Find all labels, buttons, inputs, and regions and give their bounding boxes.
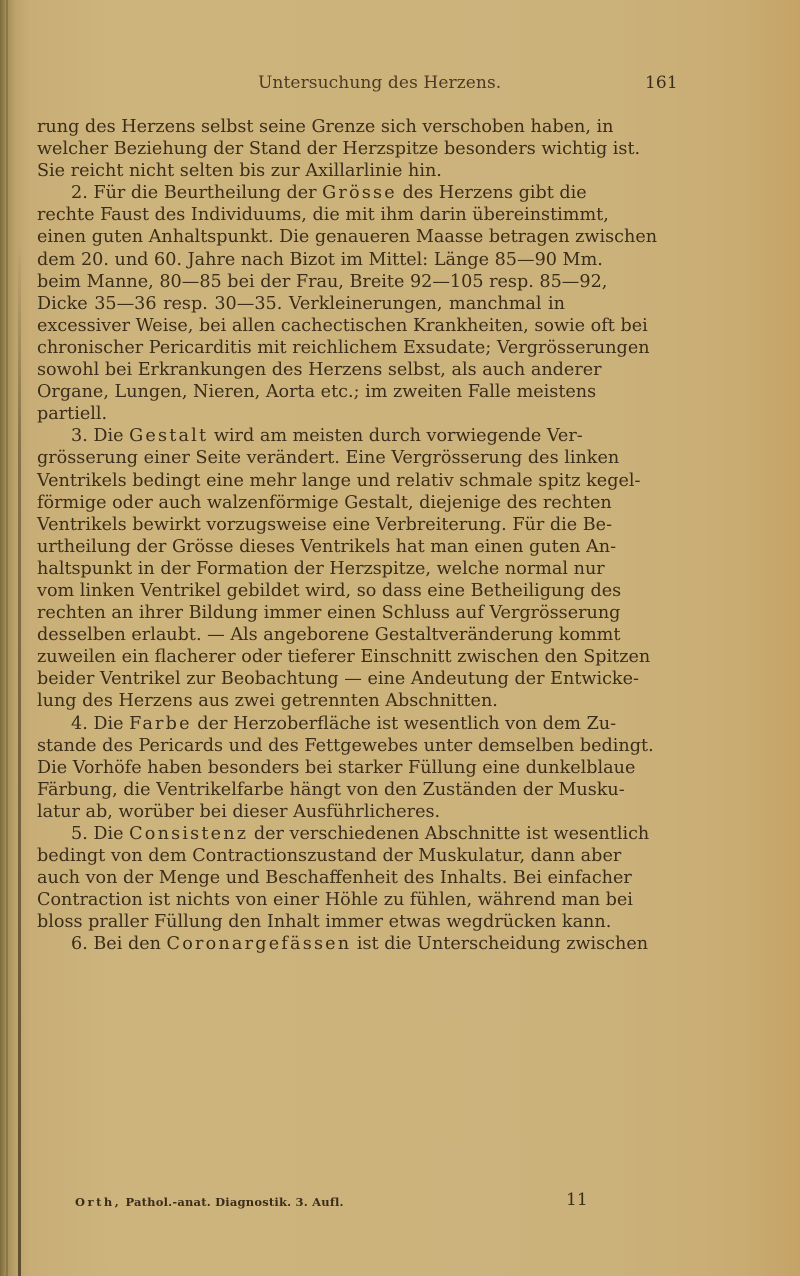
- text-line: latur ab, worüber bei dieser Ausführlicheres.: [37, 801, 441, 822]
- text-line: [37, 713, 617, 735]
- emphasized-term: Grösse: [322, 183, 397, 204]
- text-run: 5. Die: [71, 824, 130, 844]
- signature-mark: 11: [566, 1190, 588, 1210]
- text-line: urtheilung der Grösse dieses Ventrikels hat man einen guten An-: [37, 536, 617, 557]
- text-run: der Herzoberfläche ist wesentlich von dem Zu-: [191, 713, 617, 734]
- text-line: excessiver Weise, bei allen cachectischen Krankheiten, sowie oft bei: [37, 315, 648, 336]
- text-line: Sie reicht nicht selten bis zur Axillarlinie hin.: [37, 161, 442, 182]
- text-line: [37, 182, 587, 204]
- text-line: [37, 425, 583, 447]
- text-line: chronischer Pericarditis mit reichlichem Exsudate; Vergrösserungen: [37, 337, 650, 358]
- text-line: Contraction ist nichts von einer Höhle zu fühlen, während man bei: [37, 890, 633, 911]
- page-gutter-shadow: [6, 0, 8, 1276]
- text-line: [37, 933, 649, 955]
- text-line: grösserung einer Seite verändert. Eine Vergrösserung des linken: [37, 448, 620, 469]
- text-line: stande des Pericards und des Fettgewebes unter demselben bedingt.: [37, 735, 654, 756]
- text-line: Ventrikels bedingt eine mehr lange und relativ schmale spitz kegel-: [37, 470, 641, 491]
- text-line: zuweilen ein flacherer oder tieferer Einschnitt zwischen den Spitzen: [37, 647, 651, 668]
- text-run: 4. Die: [71, 713, 130, 734]
- printer-signature-line: [75, 1195, 344, 1209]
- emphasized-term: Gestalt: [129, 426, 209, 447]
- signature-author: Orth,: [75, 1195, 122, 1209]
- text-run: der verschiedenen Abschnitte ist wesentlich: [248, 824, 650, 844]
- running-head-title: Untersuchung des Herzens.: [258, 73, 502, 93]
- emphasized-term: Farbe: [129, 713, 192, 734]
- emphasized-term: Consistenz: [129, 824, 249, 844]
- text-run: 3. Die: [71, 426, 130, 447]
- text-run: 2. Für die Beurtheilung der: [71, 183, 323, 204]
- text-line: förmige oder auch walzenförmige Gestalt, diejenige des rechten: [37, 492, 612, 513]
- text-line: beider Ventrikel zur Beobachtung — eine Andeutung der Entwicke-: [37, 669, 639, 690]
- text-line: rung des Herzens selbst seine Grenze sich verschoben haben, in: [37, 117, 614, 137]
- text-run: wird am meisten durch vorwiegende Ver-: [208, 426, 583, 447]
- text-line: auch von der Menge und Beschaffenheit des Inhalts. Bei einfacher: [37, 868, 632, 889]
- text-run: 6. Bei den: [71, 934, 167, 955]
- text-line: beim Manne, 80—85 bei der Frau, Breite 92—105 resp. 85—92,: [37, 271, 608, 292]
- text-line: rechte Faust des Individuums, die mit ihm darin übereinstimmt,: [37, 205, 609, 226]
- text-line: haltspunkt in der Formation der Herzspitze, welche normal nur: [37, 558, 605, 579]
- text-line: vom linken Ventrikel gebildet wird, so dass eine Betheiligung des: [37, 580, 622, 601]
- text-line: Dicke 35—36 resp. 30—35. Verkleinerungen, manchmal in: [37, 293, 565, 314]
- text-line: sowohl bei Erkrankungen des Herzens selbst, als auch anderer: [37, 360, 602, 381]
- text-run: ist die Unterscheidung zwischen: [351, 934, 649, 955]
- text-line: dem 20. und 60. Jahre nach Bizot im Mittel: Länge 85—90 Mm.: [37, 249, 603, 270]
- page-number: 161: [645, 73, 678, 93]
- text-line: Färbung, die Ventrikelfarbe hängt von den Zuständen der Musku-: [37, 779, 625, 800]
- signature-work: Pathol.-anat. Diagnostik. 3. Aufl.: [121, 1195, 344, 1209]
- text-line: desselben erlaubt. — Als angeborene Gestaltveränderung kommt: [37, 625, 621, 646]
- binding-edge: [18, 240, 21, 1276]
- text-line: bedingt von dem Contractionszustand der Muskulatur, dann aber: [37, 846, 622, 867]
- text-line: einen guten Anhaltspunkt. Die genaueren Maasse betragen zwischen: [37, 227, 658, 248]
- text-line: Organe, Lungen, Nieren, Aorta etc.; im zweiten Falle meistens: [37, 382, 597, 403]
- text-line: Die Vorhöfe haben besonders bei starker Füllung eine dunkelblaue: [37, 757, 636, 778]
- text-line: [37, 823, 650, 845]
- text-line: welcher Beziehung der Stand der Herzspitze besonders wichtig ist.: [37, 139, 641, 160]
- text-line: bloss praller Füllung den Inhalt immer etwas wegdrücken kann.: [37, 912, 612, 933]
- text-line: lung des Herzens aus zwei getrennten Abschnitten.: [37, 691, 498, 712]
- text-line: rechten an ihrer Bildung immer einen Schluss auf Vergrösserung: [37, 603, 621, 624]
- emphasized-term: Coronargefässen: [166, 934, 352, 955]
- text-run: des Herzens gibt die: [396, 183, 587, 204]
- text-line: Ventrikels bewirkt vorzugsweise eine Verbreiterung. Für die Be-: [37, 514, 613, 535]
- body-text: [37, 116, 658, 956]
- text-line: partiell.: [37, 404, 108, 425]
